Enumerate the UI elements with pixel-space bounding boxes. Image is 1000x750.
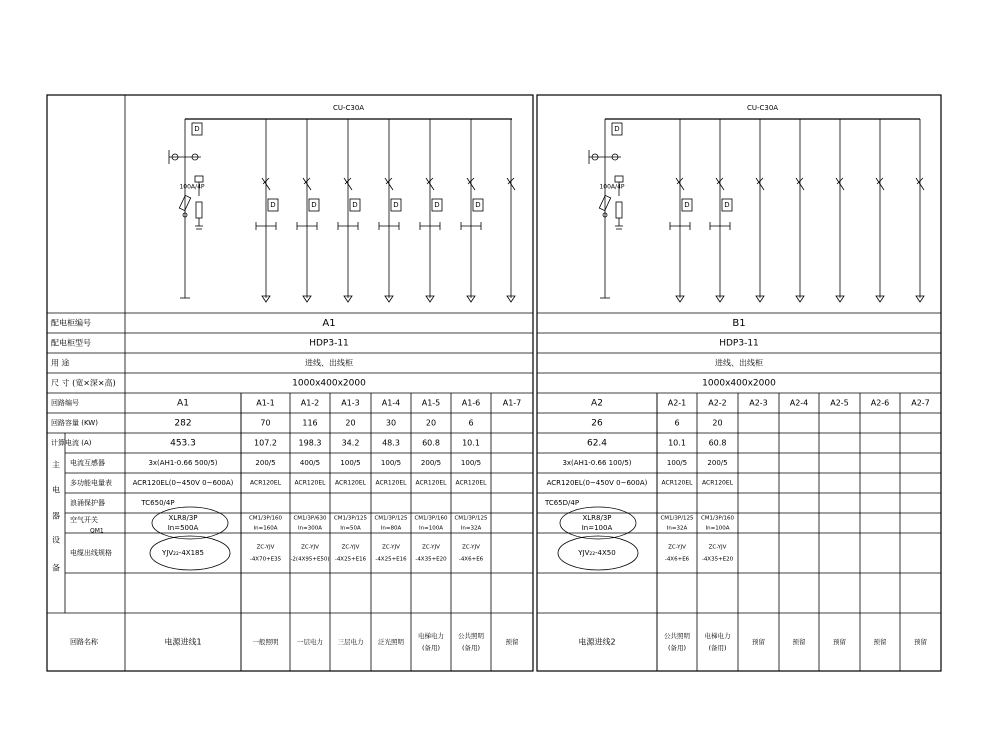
panel-a1 (47, 95, 533, 671)
main-spd: TC650/4P (141, 499, 175, 507)
feeder-current: 10.1 (462, 438, 480, 448)
label-cabinet-model: 配电柜型号 (51, 338, 91, 348)
feeder-breaker-model: CM1/3P/630 (293, 515, 327, 522)
feeder-ct: 200/5 (420, 459, 442, 467)
d-box-label: D (614, 125, 620, 133)
feeder-ct: 100/5 (340, 459, 361, 467)
feeder-breaker-model: CM1/3P/160 (700, 515, 735, 522)
feeder-ct: 400/5 (299, 459, 321, 467)
feeder-circuit-no: A1-6 (461, 398, 481, 408)
label-ct: 电流互感器 (70, 459, 105, 467)
label-size: 尺 寸 (宽×深×高) (51, 378, 116, 388)
feeder-meter: ACR120EL (661, 479, 693, 487)
feeder-ct: 100/5 (380, 459, 402, 467)
feeder-capacity: 116 (302, 418, 318, 428)
feeder-circuit-name: 泛光照明 (378, 638, 404, 646)
main-breaker-model: XLR8/3P (582, 514, 612, 522)
feeder-capacity: 70 (260, 418, 271, 428)
feeder-cable-type: ZC-YJV (301, 544, 319, 551)
fuse-label: 100A/4P (599, 183, 625, 191)
feeder-capacity: 20 (712, 418, 723, 428)
feeder-circuit-name-note: (备用) (667, 644, 687, 652)
main-breaker-model: XLR8/3P (168, 514, 198, 522)
spd-body (196, 202, 202, 218)
usage-value: 进线、出线柜 (715, 358, 763, 368)
feeder-circuit-name-note: (备用) (461, 644, 481, 652)
feeder-cable-size: -4X25+E16 (334, 556, 367, 563)
main-ct: 3x(AH1-0.66 100/5) (562, 459, 632, 467)
fuse-box (195, 176, 203, 182)
d-box-symbol (192, 123, 202, 135)
label-breaker: 空气开关 (70, 516, 98, 524)
feeder-cable-size: -4X6+E6 (664, 556, 690, 563)
feeder-cable-size: -4X25+E16 (375, 556, 407, 563)
feeder-breaker-rating: In=100A (705, 525, 730, 532)
feeder-circuit-no: A1-3 (341, 398, 360, 408)
main-ct: 3x(AH1-0.66 500/5) (148, 459, 218, 467)
feeder-circuit-name: 一层电力 (297, 638, 323, 646)
feeder-circuit-no: A2-7 (911, 398, 930, 408)
feeder-breaker-model: CM1/3P/160 (414, 515, 448, 522)
feeder-cable-type: ZC-YJV (422, 544, 440, 551)
label-cabinet-no: 配电柜编号 (51, 318, 91, 328)
feeder-capacity: 30 (385, 418, 397, 428)
feeder-circuit-no: A2-4 (789, 398, 809, 408)
feeder-breaker-model: CM1/3P/125 (333, 515, 368, 522)
feeder-circuit-no: A1-4 (381, 398, 401, 408)
feeder-breaker-rating: In=32A (666, 525, 688, 532)
main-current: 62.4 (586, 438, 608, 449)
cabinet-no-value: A1 (322, 318, 336, 329)
feeder-cable-size: -4X35+E20 (701, 556, 734, 563)
feeder-meter: ACR120EL (702, 479, 733, 487)
feeder-cable-type: ZC-YJV (256, 544, 275, 551)
d-box-label: D (393, 201, 399, 209)
d-box-label: D (311, 201, 317, 209)
busbar-label: CU-C30A (332, 104, 365, 112)
feeder-ct: 100/5 (460, 459, 482, 467)
d-box-label: D (352, 201, 358, 209)
feeder-breaker-model: CM1/3P/125 (660, 515, 694, 522)
cabinet-model-value: HDP3-11 (719, 338, 759, 349)
main-cable: YJV₂₂-4X185 (162, 549, 204, 557)
feeder-cable-type: ZC-YJV (708, 544, 727, 551)
main-cable: YJV₂₂-4X50 (578, 549, 616, 557)
feeder-cable-size: -2(4X95+E50) (290, 556, 330, 563)
label-main-equipment-char: 主 (52, 460, 60, 470)
highlight-ellipse (560, 507, 636, 539)
d-box-symbol (432, 199, 442, 211)
label-main-equipment-char: 备 (52, 563, 60, 573)
label-main-equipment-char: 器 (52, 511, 60, 521)
feeder-circuit-name: 三层电力 (337, 638, 364, 646)
feeder-circuit-name: 预留 (873, 638, 887, 646)
feeder-ct: 200/5 (255, 459, 276, 467)
feeder-circuit-name: 电梯电力 (704, 632, 731, 640)
cabinet-model-value: HDP3-11 (309, 338, 349, 349)
panel-b1 (537, 95, 941, 671)
d-box-label: D (194, 125, 200, 133)
feeder-current: 60.8 (422, 438, 440, 448)
main-circuit-name: 电源进线1 (164, 637, 202, 647)
feeder-circuit-name: 预留 (505, 638, 519, 646)
d-box-symbol (350, 199, 360, 211)
d-box-label: D (724, 201, 730, 209)
d-box-symbol (612, 123, 622, 135)
main-breaker-rating: In=100A (581, 524, 613, 532)
d-box-label: D (434, 201, 440, 209)
feeder-cable-type: ZC-YJV (382, 544, 400, 551)
feeder-circuit-name: 预留 (792, 638, 806, 646)
feeder-breaker-rating: In=32A (460, 525, 482, 532)
label-cable: 电缆出线规格 (70, 549, 112, 557)
feeder-circuit-no: A1-1 (256, 398, 275, 408)
feeder-circuit-no: A2-5 (830, 398, 849, 408)
feeder-circuit-no: A1-5 (421, 398, 441, 408)
main-capacity: 26 (591, 418, 603, 429)
label-capacity: 回路容量 (KW) (51, 419, 98, 427)
label-breaker-sub: QM1 (90, 527, 104, 535)
label-spd: 浪涌保护器 (70, 499, 105, 507)
d-box-symbol (682, 199, 692, 211)
label-circuit-name: 回路名称 (70, 638, 98, 646)
d-box-symbol (722, 199, 732, 211)
feeder-current: 198.3 (298, 438, 322, 448)
main-circuit-no: A2 (591, 398, 603, 409)
feeder-breaker-model: CM1/3P/125 (454, 515, 488, 522)
feeder-circuit-name: 公共照明 (458, 632, 484, 640)
feeder-cable-type: ZC-YJV (462, 544, 480, 551)
size-value: 1000x400x2000 (292, 378, 366, 389)
feeder-cable-type: ZC-YJV (668, 544, 686, 551)
feeder-circuit-name: 公共照明 (664, 632, 690, 640)
main-current: 453.3 (170, 438, 196, 449)
feeder-meter: ACR120EL (375, 479, 407, 487)
feeder-ct: 100/5 (666, 459, 688, 467)
feeder-meter: ACR120EL (250, 479, 281, 487)
feeder-capacity: 6 (468, 418, 474, 428)
feeder-circuit-no: A2-6 (870, 398, 890, 408)
feeder-current: 34.2 (341, 438, 360, 448)
feeder-circuit-no: A2-3 (749, 398, 768, 408)
feeder-cable-size: -4X70+E35 (249, 556, 282, 563)
feeder-circuit-name-note: (备用) (708, 644, 727, 652)
d-box-label: D (270, 201, 276, 209)
feeder-capacity: 20 (425, 418, 437, 428)
feeder-current: 60.8 (708, 438, 727, 448)
cabinet-no-value: B1 (732, 318, 746, 329)
busbar-label: CU-C30A (746, 104, 779, 112)
feeder-circuit-name-note: (备用) (421, 644, 441, 652)
d-box-symbol (309, 199, 319, 211)
usage-value: 进线、出线柜 (305, 358, 353, 368)
feeder-current: 107.2 (254, 438, 277, 448)
main-meter: ACR120EL(0~450V 0~600A) (546, 479, 648, 487)
feeder-breaker-rating: In=100A (419, 525, 443, 532)
label-usage: 用 途 (51, 358, 70, 368)
feeder-breaker-model: CM1/3P/160 (248, 515, 283, 522)
feeder-breaker-rating: In=50A (340, 525, 361, 532)
fuse-label: 100A/4P (179, 183, 205, 191)
d-box-symbol (473, 199, 483, 211)
main-capacity: 282 (174, 418, 192, 429)
feeder-meter: ACR120EL (335, 479, 366, 487)
d-box-symbol (391, 199, 401, 211)
feeder-capacity: 20 (345, 418, 356, 428)
label-meter: 多功能电量表 (70, 479, 112, 487)
d-box-symbol (268, 199, 278, 211)
spd-body (616, 202, 622, 218)
feeder-meter: ACR120EL (415, 479, 447, 487)
label-main-equipment-char: 设 (52, 535, 60, 545)
main-meter: ACR120EL(0~450V 0~600A) (132, 479, 234, 487)
feeder-breaker-model: CM1/3P/125 (374, 515, 408, 522)
feeder-cable-size: -4X35+E20 (415, 556, 447, 563)
feeder-circuit-name: 预留 (914, 638, 927, 646)
feeder-circuit-no: A2-1 (667, 398, 687, 408)
feeder-cable-size: -4X6+E6 (458, 556, 484, 563)
feeder-capacity: 6 (674, 418, 680, 428)
feeder-ct: 200/5 (707, 459, 728, 467)
feeder-cable-type: ZC-YJV (341, 544, 360, 551)
highlight-ellipse (152, 507, 228, 539)
feeder-circuit-no: A1-2 (300, 398, 320, 408)
feeder-circuit-name: 一般照明 (252, 638, 279, 646)
feeder-circuit-no: A1-7 (502, 398, 522, 408)
label-main-equipment-char: 电 (52, 485, 60, 495)
feeder-current: 10.1 (668, 438, 686, 448)
main-circuit-name: 电源进线2 (578, 637, 616, 647)
feeder-breaker-rating: In=160A (253, 525, 278, 532)
main-circuit-no: A1 (177, 398, 189, 409)
main-breaker-rating: In=500A (167, 524, 199, 532)
feeder-breaker-rating: In=300A (298, 525, 322, 532)
feeder-circuit-name: 电梯电力 (418, 632, 444, 640)
label-circuit-no: 回路编号 (51, 399, 79, 407)
size-value: 1000x400x2000 (702, 378, 776, 389)
feeder-current: 48.3 (382, 438, 400, 448)
feeder-circuit-no: A2-2 (708, 398, 727, 408)
fuse-box (615, 176, 623, 182)
feeder-meter: ACR120EL (294, 479, 326, 487)
d-box-label: D (684, 201, 690, 209)
feeder-circuit-name: 预留 (833, 638, 846, 646)
feeder-breaker-rating: In=80A (380, 525, 402, 532)
feeder-meter: ACR120EL (455, 479, 487, 487)
label-current: 计算电流 (A) (51, 439, 92, 447)
feeder-circuit-name: 预留 (752, 638, 765, 646)
d-box-label: D (475, 201, 481, 209)
main-spd: TC65D/4P (544, 499, 580, 507)
